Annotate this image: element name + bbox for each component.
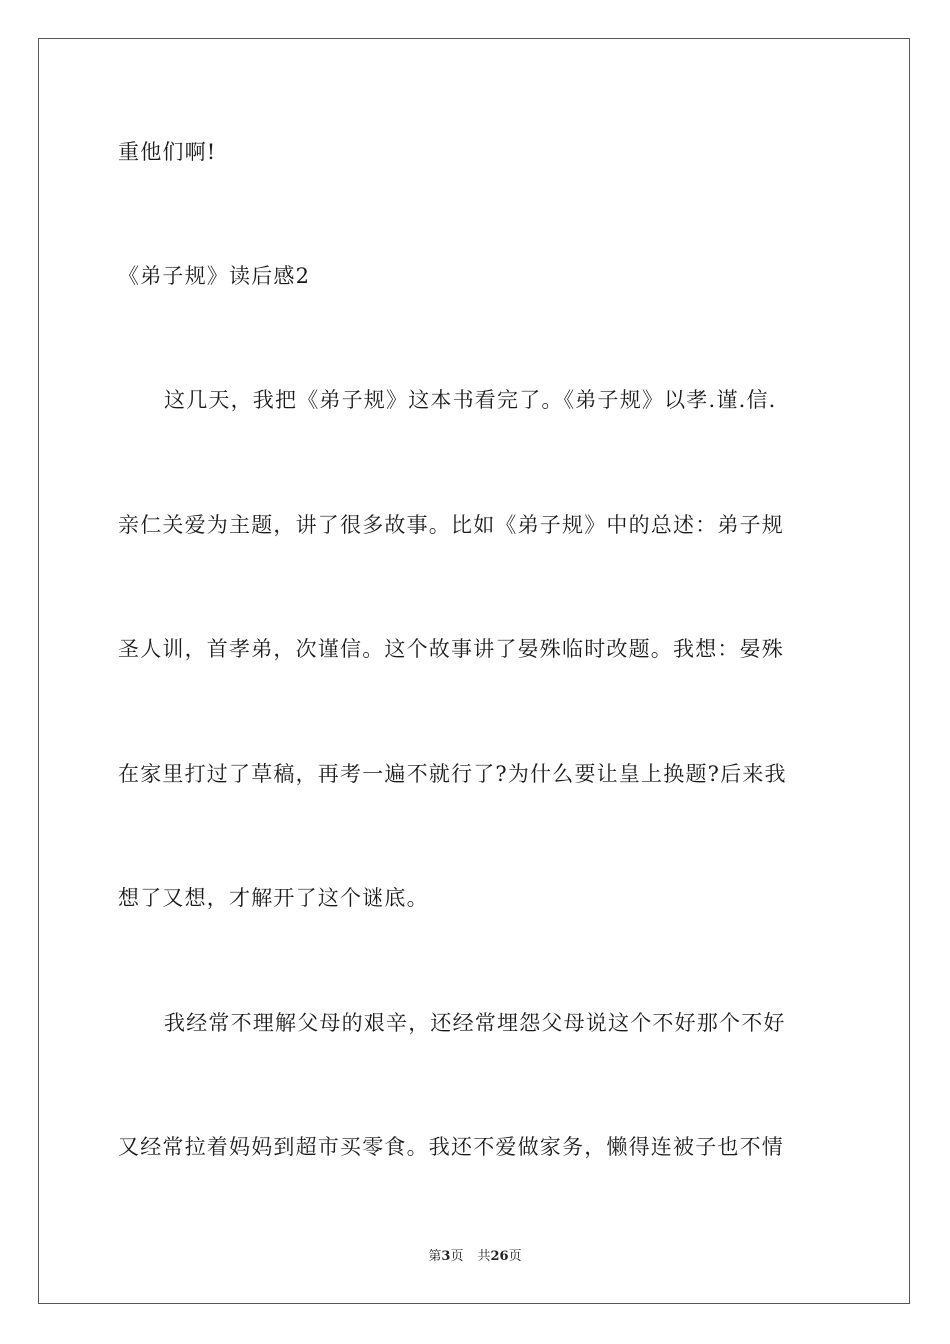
page-footer [0,1248,950,1266]
page-border [38,38,910,1304]
page-current: 3 [441,1249,451,1264]
text-line: 在家里打过了草稿，再考一遍不就行了?为什么要让皇上换题?后来我 [118,762,787,786]
text-line: 圣人训，首孝弟，次谨信。这个故事讲了晏殊临时改题。我想：晏殊 [118,637,784,661]
page-total: 26 [490,1249,509,1264]
text-line: 想了又想，才解开了这个谜底。 [118,886,429,910]
section-title: 《弟子规》读后感2 [118,264,311,288]
text-line: 我经常不理解父母的艰辛，还经常埋怨父母说这个不好那个不好 [164,1011,786,1035]
total-prefix: 共 [477,1249,491,1264]
text-line: 这几天，我把《弟子规》这本书看完了。《弟子规》以孝.谨.信. [164,388,777,412]
total-suffix: 页 [508,1249,522,1264]
page-prefix: 第 [428,1249,442,1264]
page-suffix: 页 [450,1249,464,1264]
text-line: 重他们啊! [118,140,217,164]
text-line: 又经常拉着妈妈到超市买零食。我还不爱做家务，懒得连被子也不情 [118,1135,784,1159]
text-line: 亲仁关爱为主题，讲了很多故事。比如《弟子规》中的总述：弟子规 [118,513,784,537]
